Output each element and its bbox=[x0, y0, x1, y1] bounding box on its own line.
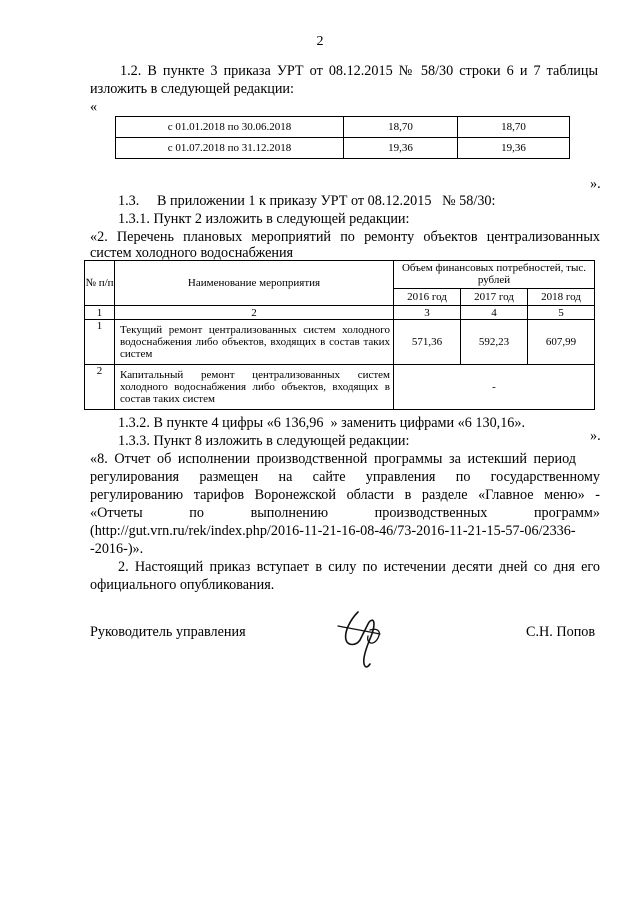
value-cell: 19,36 bbox=[458, 138, 570, 159]
list-title-line2: систем холодного водоснабжения bbox=[90, 245, 294, 261]
row-num: 1 bbox=[85, 320, 115, 365]
column-number: 1 bbox=[85, 306, 115, 320]
section-1-3-2: 1.3.2. В пункте 4 цифры «6 136,96 » заменить цифрами «6 130,16». bbox=[118, 415, 526, 431]
signatory-position: Руководитель управления bbox=[90, 624, 246, 640]
close-quote: ». bbox=[590, 176, 601, 192]
column-number-row bbox=[85, 306, 595, 320]
table-row bbox=[85, 365, 595, 410]
header-year: 2016 год bbox=[394, 288, 461, 305]
header-name: Наименование мероприятия bbox=[115, 261, 394, 306]
p8-line4: «Отчеты по выполнению производственных программ» bbox=[90, 505, 600, 521]
section-1-2-line1: 1.2. В пункте 3 приказа УРТ от 08.12.2015 № 58/30 строки 6 и 7 таблицы bbox=[120, 63, 598, 79]
header-year: 2018 год bbox=[528, 288, 595, 305]
table-row bbox=[85, 320, 595, 365]
header-volume: Объем финансовых потребностей, тыс. рублей bbox=[394, 261, 595, 289]
section-2-line1: 2. Настоящий приказ вступает в силу по истечении десяти дней со дня его bbox=[118, 559, 600, 575]
handwritten-signature bbox=[330, 606, 400, 681]
header-year: 2017 год bbox=[461, 288, 528, 305]
period-cell: с 01.07.2018 по 31.12.2018 bbox=[116, 138, 344, 159]
column-number: 5 bbox=[528, 306, 595, 320]
p8-line5: (http://gut.vrn.ru/rek/index.php/2016-11-21-16-08-46/73-2016-11-21-15-57-06/2336- bbox=[90, 523, 576, 539]
header-row bbox=[85, 261, 595, 289]
section-1-3-1: 1.3.1. Пункт 2 изложить в следующей редакции: bbox=[118, 211, 410, 227]
row-merged-value: - bbox=[394, 365, 595, 410]
header-num: № п/п bbox=[85, 261, 115, 306]
tariff-table bbox=[115, 116, 570, 159]
row-value: 571,36 bbox=[394, 320, 461, 365]
table-row bbox=[116, 138, 570, 159]
row-value: 592,23 bbox=[461, 320, 528, 365]
close-quote: ». bbox=[590, 428, 601, 444]
section-1-2-line2: изложить в следующей редакции: bbox=[90, 81, 294, 97]
column-number: 4 bbox=[461, 306, 528, 320]
row-num: 2 bbox=[85, 365, 115, 410]
p8-line1: «8. Отчет об исполнении производственной программы за истекший период bbox=[90, 451, 576, 467]
value-cell: 18,70 bbox=[344, 117, 458, 138]
repair-plan-table bbox=[84, 260, 595, 410]
open-quote: « bbox=[90, 99, 98, 115]
signature-drawing bbox=[330, 606, 400, 676]
signatory-name: С.Н. Попов bbox=[526, 624, 596, 640]
row-name: Текущий ремонт централизованных систем холодного водоснабжения либо объектов, входящих в состав таких систем bbox=[115, 320, 394, 365]
table-row bbox=[116, 117, 570, 138]
section-1-3-title: 1.3. В приложении 1 к приказу УРТ от 08.12.2015 № 58/30: bbox=[118, 193, 496, 209]
section-2-line2: официального опубликования. bbox=[90, 577, 275, 593]
value-cell: 19,36 bbox=[344, 138, 458, 159]
column-number: 2 bbox=[115, 306, 394, 320]
p8-line3: регулированию тарифов Воронежской области в разделе «Главное меню» - bbox=[90, 487, 600, 503]
period-cell: с 01.01.2018 по 30.06.2018 bbox=[116, 117, 344, 138]
p8-line2: регулирования размещен на сайте управления по государственному bbox=[90, 469, 600, 485]
page-number: 2 bbox=[316, 34, 324, 49]
list-title-line1: «2. Перечень плановых мероприятий по ремонту объектов централизованных bbox=[90, 229, 600, 245]
row-name: Капитальный ремонт централизованных систем холодного водоснабжения либо объектов, входящих в состав таких систем bbox=[115, 365, 394, 410]
value-cell: 18,70 bbox=[458, 117, 570, 138]
section-1-3-3: 1.3.3. Пункт 8 изложить в следующей редакции: bbox=[118, 433, 410, 449]
p8-line6: -2016-)». bbox=[90, 541, 144, 557]
column-number: 3 bbox=[394, 306, 461, 320]
row-value: 607,99 bbox=[528, 320, 595, 365]
